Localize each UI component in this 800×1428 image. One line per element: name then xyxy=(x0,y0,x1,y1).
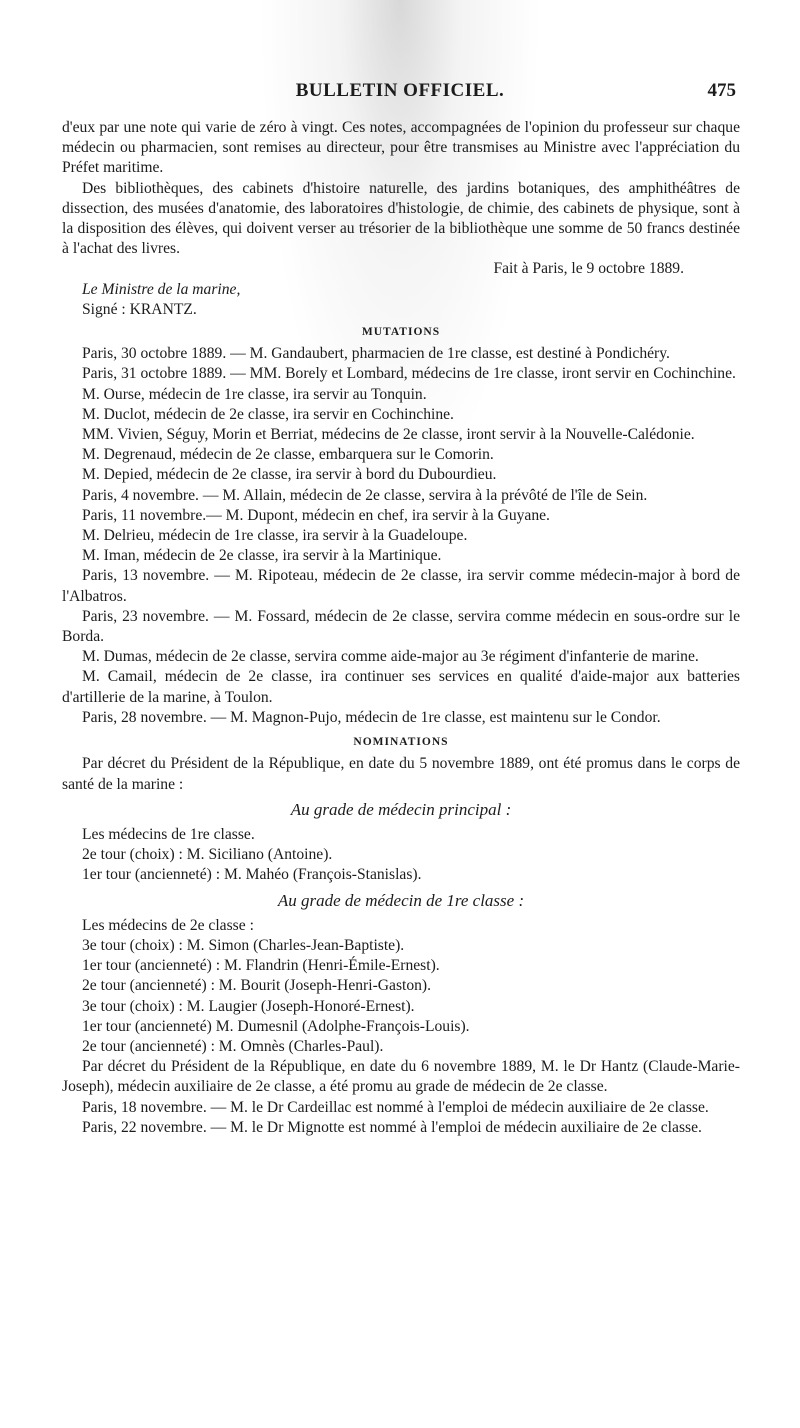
mutation-item: M. Iman, médecin de 2e classe, ira servir à la Martinique. xyxy=(82,547,442,565)
first-class-heading: Au grade de médecin de 1re classe : xyxy=(277,890,525,910)
mutation-item: Paris, 23 novembre. — M. Fossard, médecin de 2e classe, servira comme médecin en sous-ordre sur le Borda. xyxy=(62,607,740,646)
mutation-item: Paris, 11 novembre.— M. Dupont, médecin en chef, ira servir à la Guyane. xyxy=(82,506,550,524)
closing-paragraph: Paris, 22 novembre. — M. le Dr Mignotte est nommé à l'emploi de médecin auxiliaire de 2e classe. xyxy=(82,1118,702,1136)
principal-intro: Les médecins de 1re classe. xyxy=(82,825,255,843)
mutation-item: Paris, 13 novembre. — M. Ripoteau, médecin de 2e classe, ira servir comme médecin-major à bord de l'Albatros. xyxy=(62,567,740,605)
promotion-line: 3e tour (choix) : M. Simon (Charles-Jean-Baptiste). xyxy=(82,936,405,954)
signature-minister: Le Ministre de la marine, xyxy=(82,280,241,298)
mutation-item: M. Degrenaud, médecin de 2e classe, embarquera sur le Comorin. xyxy=(82,446,494,464)
first-class-intro: Les médecins de 2e classe : xyxy=(82,916,254,934)
nominations-heading: NOMINATIONS xyxy=(353,736,449,749)
closing-paragraph: Paris, 18 novembre. — M. le Dr Cardeillac est nommé à l'emploi de médecin auxiliaire de 2e classe. xyxy=(82,1098,709,1116)
intro-paragraph-2: Des bibliothèques, des cabinets d'histoire naturelle, des jardins botaniques, des amphithéâtres de dissection, des musées d'anatomie, des laboratoires d'histologie, de chimie, des cabinets de physique, sont à la disposition des élèves, qui doivent verser au trésorier de la bibliothèque une somme de 50 francs destinée à l'achat des livres. xyxy=(62,179,740,258)
signature-date: Fait à Paris, le 9 octobre 1889. xyxy=(493,260,684,278)
mutation-item: M. Dumas, médecin de 2e classe, servira comme aide-major au 3e régiment d'infanterie de marine. xyxy=(82,648,699,666)
mutation-item: Paris, 28 novembre. — M. Magnon-Pujo, médecin de 1re classe, est maintenu sur le Condor. xyxy=(82,708,661,726)
mutation-item: M. Camail, médecin de 2e classe, ira continuer ses services en qualité d'aide-major aux batteries d'artillerie de la marine, à Toulon. xyxy=(62,668,740,706)
promotion-line: 2e tour (ancienneté) : M. Bourit (Joseph-Henri-Gaston). xyxy=(82,977,432,995)
signature-signed: Signé : KRANTZ. xyxy=(82,300,197,318)
mutation-item: Paris, 30 octobre 1889. — M. Gandaubert, pharmacien de 1re classe, est destiné à Pondichéry. xyxy=(82,345,670,363)
promotion-line: 1er tour (ancienneté) M. Dumesnil (Adolphe-François-Louis). xyxy=(82,1017,470,1035)
page-number: 475 xyxy=(707,80,736,101)
promotion-line: 1er tour (ancienneté) : M. Flandrin (Henri-Émile-Ernest). xyxy=(82,957,440,975)
promotion-line: 1er tour (ancienneté) : M. Mahéo (François-Stanislas). xyxy=(82,866,422,884)
mutations-heading: MUTATIONS xyxy=(361,326,441,339)
mutation-item: Paris, 4 novembre. — M. Allain, médecin de 2e classe, servira à la prévôté de l'île de Sein. xyxy=(82,486,648,504)
page-header xyxy=(64,80,736,108)
mutation-item: M. Depied, médecin de 2e classe, ira servir à bord du Dubourdieu. xyxy=(82,466,497,484)
nominations-decree: Par décret du Président de la République, en date du 5 novembre 1889, ont été promus dans le corps de santé de la marine : xyxy=(62,755,740,793)
mutation-item: M. Ourse, médecin de 1re classe, ira servir au Tonquin. xyxy=(82,385,427,403)
mutation-item: M. Delrieu, médecin de 1re classe, ira servir à la Guadeloupe. xyxy=(82,527,468,545)
mutation-item: MM. Vivien, Séguy, Morin et Berriat, médecins de 2e classe, iront servir à la Nouvelle-Calédonie. xyxy=(82,426,695,444)
mutation-item: M. Duclot, médecin de 2e classe, ira servir en Cochinchine. xyxy=(82,405,454,423)
promotion-line: 2e tour (choix) : M. Siciliano (Antoine). xyxy=(82,846,333,864)
promotion-line: 3e tour (choix) : M. Laugier (Joseph-Honoré-Ernest). xyxy=(82,997,415,1015)
intro-paragraph-1: d'eux par une note qui varie de zéro à vingt. Ces notes, accompagnées de l'opinion du professeur sur chaque médecin ou pharmacien, sont remises au directeur, pour être transmises au Ministre avec l'appréciation du Préfet maritime. xyxy=(62,119,740,177)
principal-heading: Au grade de médecin principal : xyxy=(290,799,512,819)
closing-paragraph: Par décret du Président de la République, en date du 6 novembre 1889, M. le Dr Hantz (Claude-Marie-Joseph), médecin auxiliaire de 2e classe, a été promu au grade de médecin de 2e classe. xyxy=(62,1058,740,1096)
promotion-line: 2e tour (ancienneté) : M. Omnès (Charles-Paul). xyxy=(82,1037,384,1055)
mutation-item: Paris, 31 octobre 1889. — MM. Borely et Lombard, médecins de 1re classe, iront servir en Cochinchine. xyxy=(82,365,736,383)
body-text xyxy=(62,118,740,1138)
running-title: BULLETIN OFFICIEL. xyxy=(295,80,505,101)
